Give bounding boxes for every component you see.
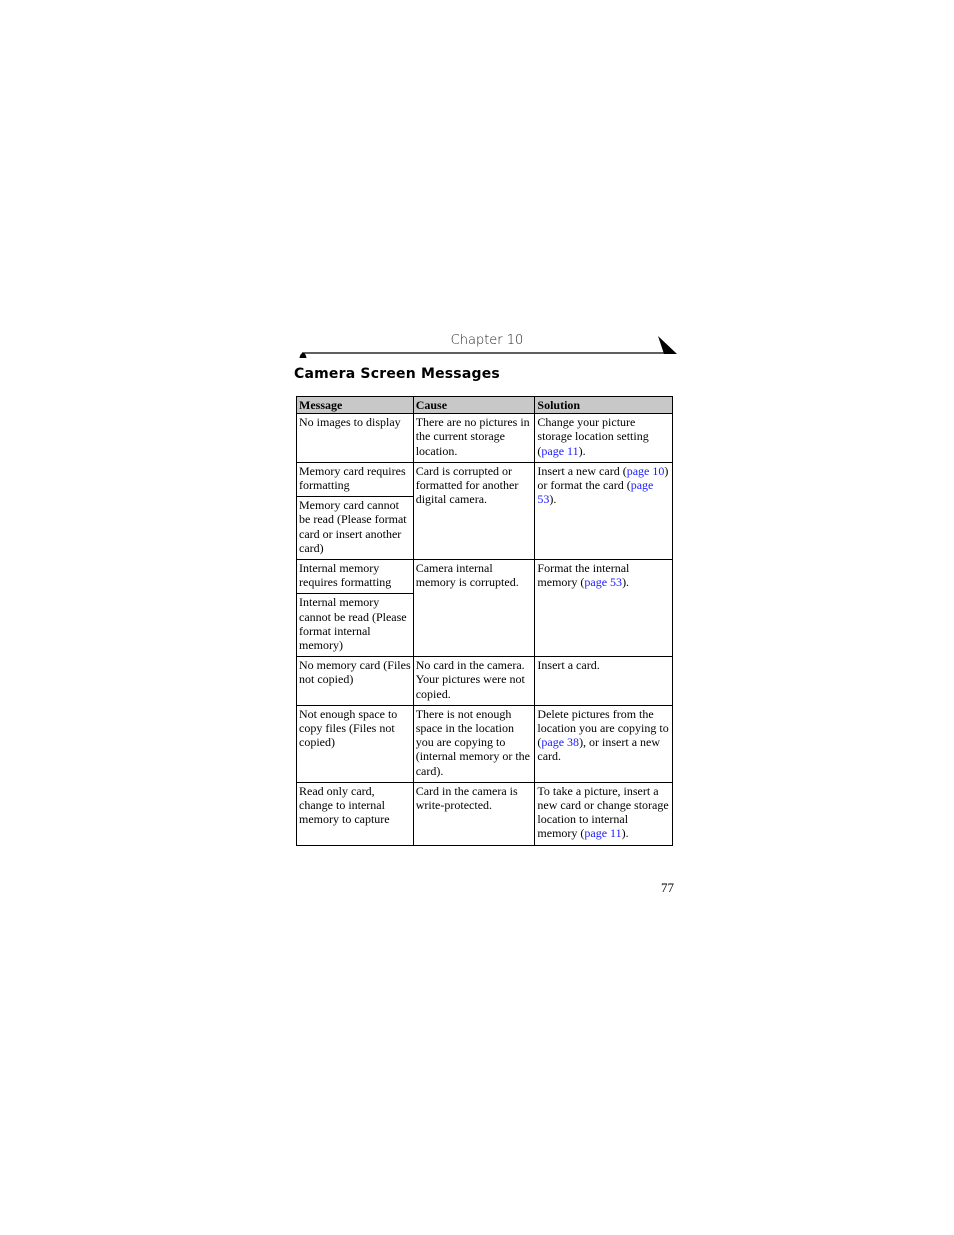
solution-text: ).: [622, 575, 630, 590]
solution-text: To take a picture, insert a new card or change storage location to internal memory (: [537, 783, 669, 841]
section-title: Camera Screen Messages: [294, 366, 500, 382]
message-cell: Not enough space to copy files (Files not copied): [297, 705, 414, 782]
table-row: [297, 705, 673, 782]
page-link[interactable]: page 10: [626, 463, 665, 478]
message-cell: Internal memory cannot be read (Please format internal memory): [297, 594, 414, 657]
table-row: [297, 462, 673, 496]
message-cell: Memory card requires formatting: [297, 462, 414, 496]
message-cell: Memory card cannot be read (Please format card or insert another card): [297, 497, 414, 560]
solution-cell: Insert a card.: [535, 657, 673, 706]
page-number: 77: [661, 880, 674, 895]
cause-cell: There are no pictures in the current storage location.: [413, 414, 535, 463]
solution-cell: [535, 782, 673, 845]
solution-text: ).: [578, 443, 586, 458]
cause-cell: There is not enough space in the location you are copying to (internal memory or the card).: [413, 705, 535, 782]
solution-text: ) or format the card (: [537, 463, 669, 493]
cause-cell: Card is corrupted or formatted for another digital camera.: [413, 462, 535, 559]
solution-cell: [535, 462, 673, 559]
table-row: [297, 414, 673, 463]
page-link[interactable]: page 53: [584, 575, 623, 590]
column-header-cause: Cause: [413, 397, 535, 414]
column-header-message: Message: [297, 397, 414, 414]
page-header: [296, 330, 678, 358]
message-cell: Internal memory requires formatting: [297, 560, 414, 594]
messages-table: [296, 396, 673, 846]
page-link[interactable]: page 11: [584, 826, 622, 841]
solution-text: ), or insert a new card.: [537, 735, 661, 764]
table-row: [297, 782, 673, 845]
cause-cell: Card in the camera is write-protected.: [413, 782, 535, 845]
solution-text: Delete pictures from the location you are copying to (: [537, 706, 669, 750]
table-row: [297, 560, 673, 594]
solution-text: Insert a new card (: [537, 463, 627, 478]
table-row: [297, 657, 673, 706]
solution-cell: [535, 560, 673, 657]
message-cell: No images to display: [297, 414, 414, 463]
table-header-row: [297, 397, 673, 414]
solution-text: Format the internal memory (: [537, 561, 630, 590]
solution-cell: [535, 414, 673, 463]
column-header-solution: Solution: [535, 397, 673, 414]
solution-cell: [535, 705, 673, 782]
message-cell: No memory card (Files not copied): [297, 657, 414, 706]
message-cell: Read only card, change to internal memory to capture: [297, 782, 414, 845]
solution-text: ).: [549, 492, 557, 507]
chapter-label: Chapter 10: [450, 333, 524, 348]
page-link[interactable]: page 38: [541, 735, 580, 750]
solution-text: Change your picture storage location setting (: [537, 415, 649, 458]
cause-cell: Camera internal memory is corrupted.: [413, 560, 535, 657]
page-link[interactable]: page 11: [541, 443, 579, 458]
cause-cell: No card in the camera. Your pictures were not copied.: [413, 657, 535, 706]
page-link[interactable]: page 53: [537, 478, 654, 507]
solution-text: ).: [621, 826, 629, 841]
